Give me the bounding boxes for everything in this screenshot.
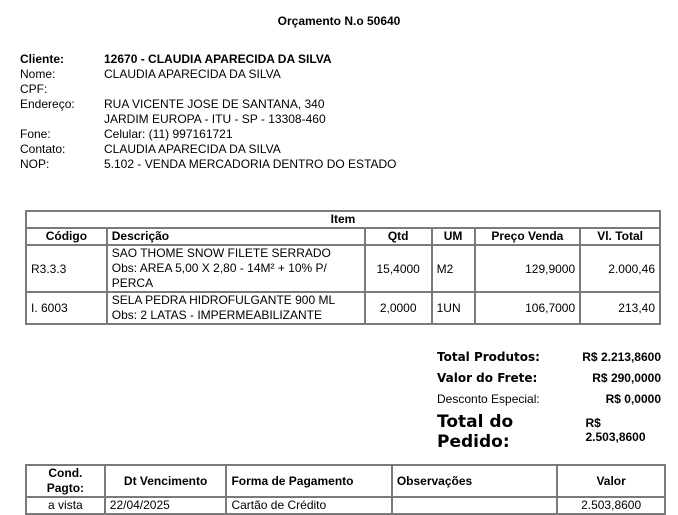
frete-label: Valor do Frete: xyxy=(437,371,538,385)
field-value: 12670 - CLAUDIA APARECIDA DA SILVA xyxy=(104,52,332,66)
totals-block xyxy=(437,350,661,452)
field-fone xyxy=(20,127,397,142)
cell-preco: 129,9000 xyxy=(475,245,581,292)
field-endereco-line2 xyxy=(20,112,397,127)
field-value: 5.102 - VENDA MERCADORIA DENTRO DO ESTADO xyxy=(104,157,397,171)
total-pedido-label: Total do Pedido: xyxy=(437,412,514,452)
desconto-label: Desconto Especial: xyxy=(437,392,540,406)
cell-forma: Cartão de Crédito xyxy=(226,497,391,514)
field-label: Endereço: xyxy=(20,97,75,111)
cell-valor: 2.503,8600 xyxy=(557,497,665,514)
header-qtd: Qtd xyxy=(365,228,432,245)
table-row xyxy=(26,497,665,514)
field-contato xyxy=(20,142,397,157)
items-table xyxy=(25,210,661,325)
header-um: UM xyxy=(432,228,475,245)
header-preco-venda: Preço Venda xyxy=(475,228,581,245)
field-value: JARDIM EUROPA - ITU - SP - 13308-460 xyxy=(104,112,326,126)
field-label xyxy=(20,112,104,127)
total-produtos-label: Total Produtos: xyxy=(437,350,540,364)
table-row xyxy=(26,245,660,292)
header-observacoes: Observações xyxy=(392,465,557,497)
header-vl-total: Vl. Total xyxy=(580,228,660,245)
item-description: SELA PEDRA HIDROFULGANTE 900 ML xyxy=(111,293,336,307)
cell-codigo: R3.3.3 xyxy=(26,245,107,292)
header-dt-vencimento: Dt Vencimento xyxy=(105,465,227,497)
header-descricao: Descrição xyxy=(107,228,365,245)
cell-qtd: 2,0000 xyxy=(365,292,432,324)
items-caption-row xyxy=(26,211,660,228)
field-label: NOP: xyxy=(20,157,50,171)
cell-um: M2 xyxy=(432,245,475,292)
total-produtos-value: R$ 2.213,8600 xyxy=(582,350,661,364)
items-caption: Item xyxy=(26,211,660,228)
cell-vencimento: 22/04/2025 xyxy=(105,497,227,514)
cell-descricao xyxy=(107,245,365,292)
item-description: SAO THOME SNOW FILETE SERRADO xyxy=(111,246,331,260)
cell-preco: 106,7000 xyxy=(475,292,581,324)
desconto-value: R$ 0,0000 xyxy=(605,392,661,406)
field-value: CLAUDIA APARECIDA DA SILVA xyxy=(104,67,281,81)
field-value: Celular: (11) 997161721 xyxy=(104,127,233,141)
frete-row xyxy=(437,371,661,392)
field-cliente xyxy=(20,52,397,67)
total-produtos-row xyxy=(437,350,661,371)
cell-descricao xyxy=(107,292,365,324)
cell-obs xyxy=(392,497,557,514)
field-label: Fone: xyxy=(20,127,51,141)
total-pedido-row xyxy=(437,412,661,452)
field-value: RUA VICENTE JOSE DE SANTANA, 340 xyxy=(104,97,325,111)
cell-total: 2.000,46 xyxy=(580,245,660,292)
field-label: Contato: xyxy=(20,142,66,156)
header-valor: Valor xyxy=(557,465,665,497)
header-cond-pagto: Cond. Pagto: xyxy=(26,465,105,497)
cell-qtd: 15,4000 xyxy=(365,245,432,292)
field-label: Cliente: xyxy=(20,52,65,66)
cell-um: 1UN xyxy=(432,292,475,324)
field-nome xyxy=(20,67,397,82)
header-codigo: Código xyxy=(26,228,107,245)
cell-cond: a vista xyxy=(26,497,105,514)
field-cpf xyxy=(20,82,397,97)
cell-codigo: I. 6003 xyxy=(26,292,107,324)
frete-value: R$ 290,0000 xyxy=(592,371,661,385)
cell-total: 213,40 xyxy=(580,292,660,324)
field-endereco xyxy=(20,97,397,112)
table-row xyxy=(26,292,660,324)
desconto-row xyxy=(437,392,661,412)
field-nop xyxy=(20,157,397,172)
header-forma-pagamento: Forma de Pagamento xyxy=(226,465,391,497)
item-obs: Obs: 2 LATAS - IMPERMEABILIZANTE xyxy=(111,308,323,322)
field-label: CPF: xyxy=(20,82,48,96)
total-pedido-value: R$ 2.503,8600 xyxy=(585,416,646,444)
payment-header-row xyxy=(26,465,665,497)
items-header-row xyxy=(26,228,660,245)
field-value: CLAUDIA APARECIDA DA SILVA xyxy=(104,142,281,156)
field-label: Nome: xyxy=(20,67,56,81)
customer-info xyxy=(20,52,397,172)
document-title: Orçamento N.o 50640 xyxy=(277,14,401,28)
payment-table xyxy=(25,464,666,515)
item-obs: Obs: AREA 5,00 X 2,80 - 14M² + 10% P/ PERCA xyxy=(111,261,327,290)
